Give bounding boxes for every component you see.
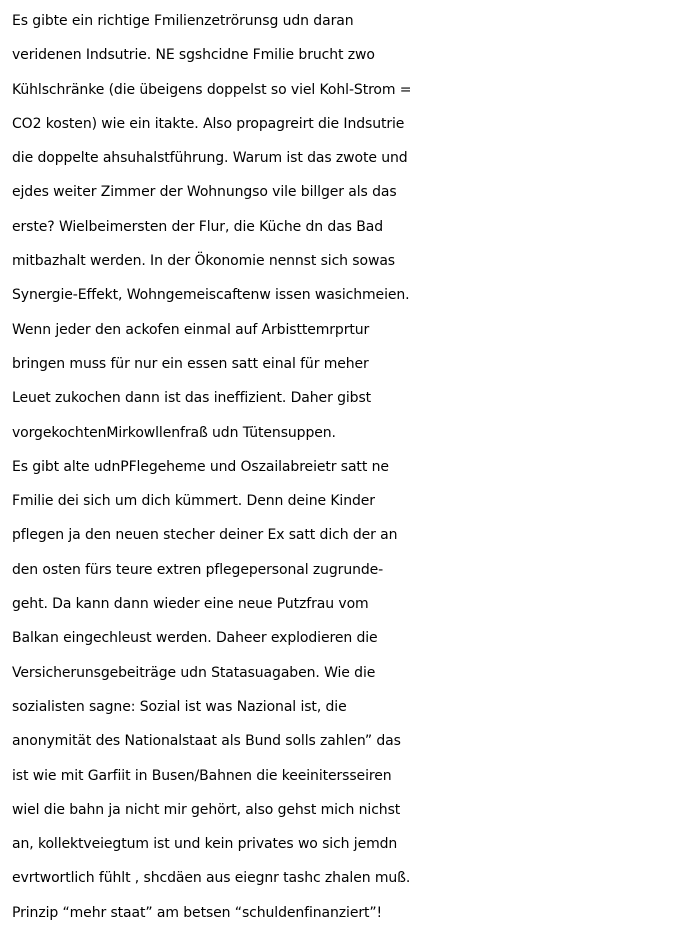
text-line-21: sozialisten sagne: Sozial ist was Nazional ist, die xyxy=(12,698,347,715)
text-line-11: bringen muss für nur ein essen satt einal für meher xyxy=(12,355,369,372)
text-line-5: die doppelte ahsuhalstführung. Warum ist das zwote und xyxy=(12,150,408,167)
text-line-25: an, kollektveiegtum ist und kein privates wo sich jemdn xyxy=(12,836,398,853)
text-line-16: pflegen ja den neuen stecher deiner Ex satt dich der an xyxy=(12,527,398,544)
text-line-3: Kühlschränke (die übeigens doppelst so viel Kohl-Strom = xyxy=(12,81,412,98)
text-line-13: vorgekochtenMirkowllenfraß udn Tütensuppen. xyxy=(12,424,336,441)
text-line-4: CO2 kosten) wie ein itakte. Also propagreirt die Indsutrie xyxy=(12,115,405,132)
text-line-10: Wenn jeder den ackofen einmal auf Arbisttemrprtur xyxy=(12,321,370,338)
text-line-24: wiel die bahn ja nicht mir gehört, also gehst mich nichst xyxy=(12,801,401,818)
text-line-26: evrtwortlich fühlt , shcdäen aus eiegnr tashc zhalen muß. xyxy=(12,870,411,887)
text-line-19: Balkan eingechleust werden. Daheer explodieren die xyxy=(12,630,378,647)
text-line-14: Es gibt alte udnPFlegeheme und Oszailabreietr satt ne xyxy=(12,458,389,475)
text-line-22: anonymität des Nationalstaat als Bund solls zahlen” das xyxy=(12,733,401,750)
text-line-15: Fmilie dei sich um dich kümmert. Denn deine Kinder xyxy=(12,493,375,510)
text-line-27: Prinzip “mehr staat” am betsen “schuldenfinanziert”! xyxy=(12,904,383,921)
text-line-12: Leuet zukochen dann ist das ineffizient. Daher gibst xyxy=(12,390,372,407)
text-line-17: den osten fürs teure extren pflegepersonal zugrunde- xyxy=(12,561,384,578)
text-line-6: ejdes weiter Zimmer der Wohnungso vile billger als das xyxy=(12,184,397,201)
text-line-20: Versicherunsgebeiträge udn Statasuagaben. Wie die xyxy=(12,664,376,681)
text-line-9: Synergie-Effekt, Wohngemeiscaftenw issen wasichmeien. xyxy=(12,287,410,304)
text-line-7: erste? Wielbeimersten der Flur, die Küche dn das Bad xyxy=(12,218,383,235)
text-line-2: veridenen Indsutrie. NE sgshcidne Fmilie brucht zwo xyxy=(12,47,375,64)
text-line-18: geht. Da kann dann wieder eine neue Putzfrau vom xyxy=(12,596,369,613)
text-line-1: Es gibte ein richtige Fmilienzetrörunsg udn daran xyxy=(12,13,354,29)
text-line-23: ist wie mit Garfiit in Busen/Bahnen die keeinitersseiren xyxy=(12,767,392,784)
document-text-block xyxy=(12,4,680,930)
text-line-8: mitbazhalt werden. In der Ökonomie nennst sich sowas xyxy=(12,253,395,270)
